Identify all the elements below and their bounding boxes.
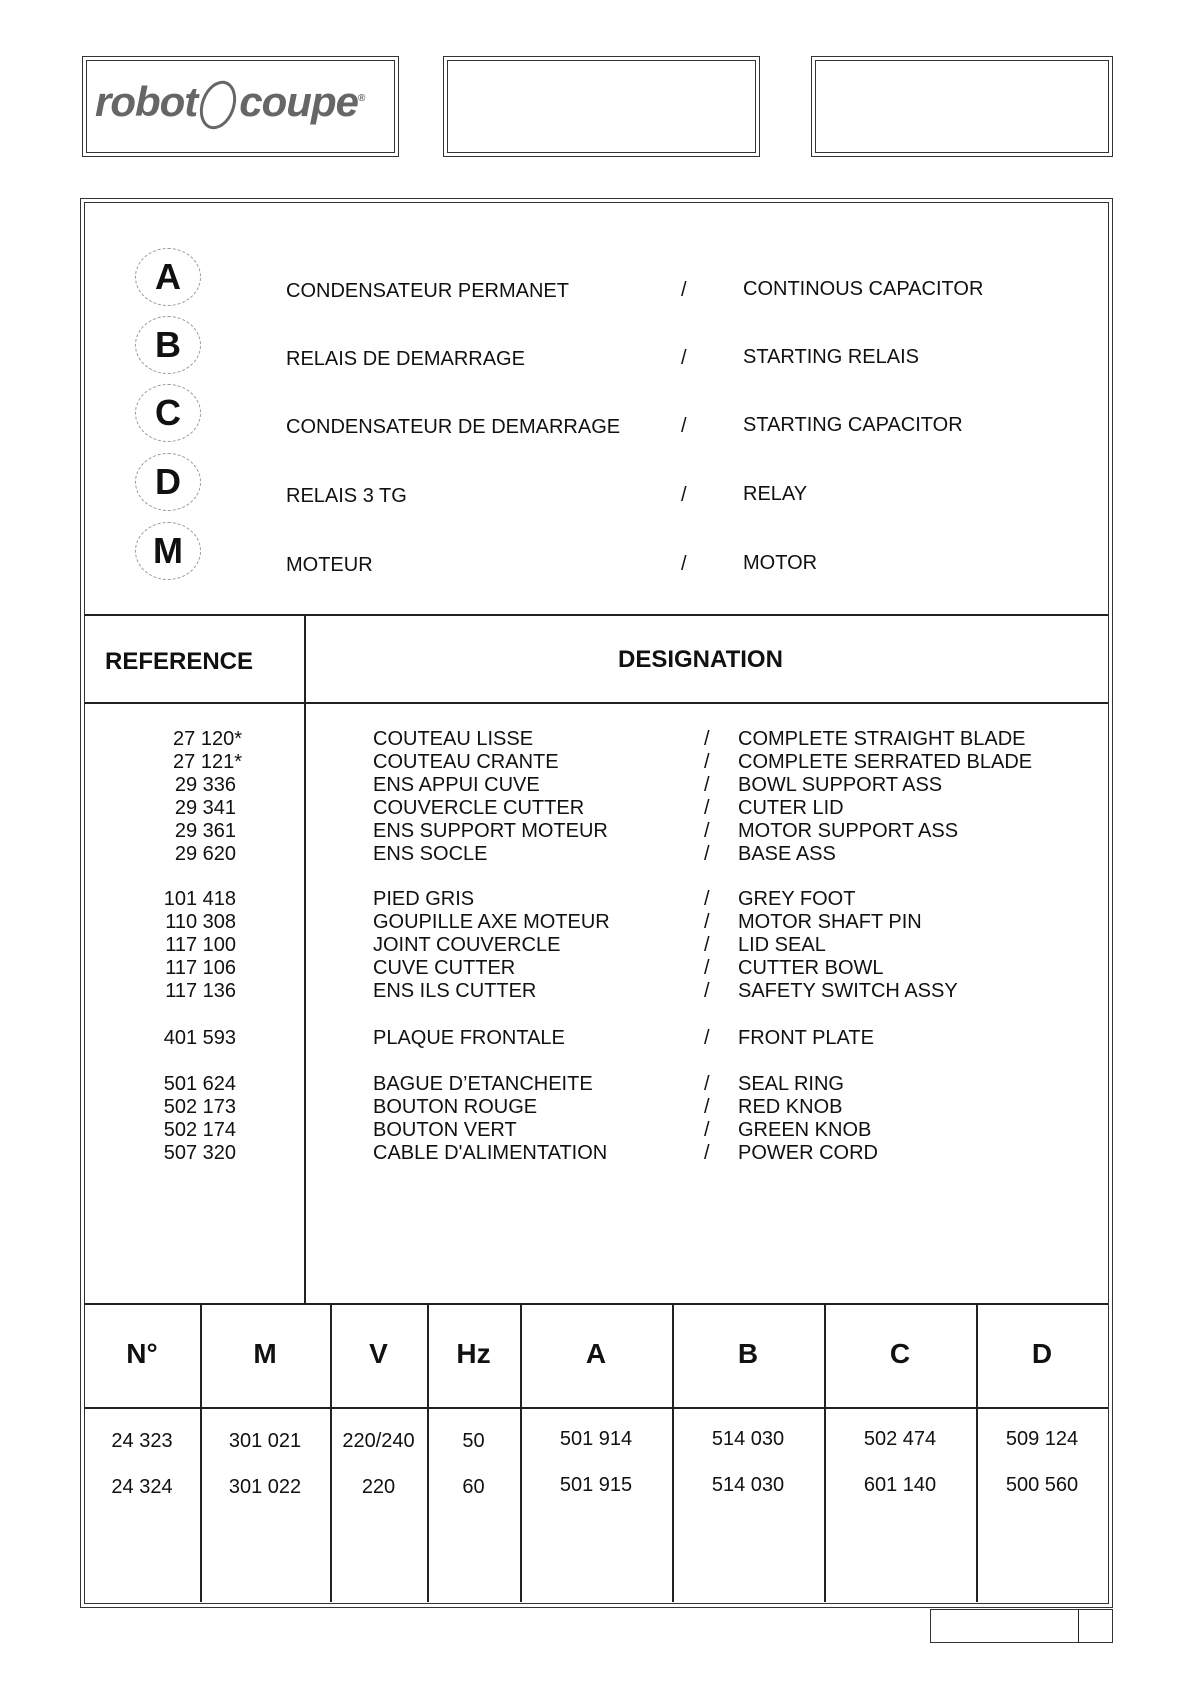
part-reference: 117 100	[165, 934, 236, 956]
spec-cell: 50	[462, 1430, 485, 1452]
part-designation-en: POWER CORD	[738, 1142, 878, 1164]
part-separator: /	[704, 774, 710, 796]
spec-cell: 500 560	[1005, 1474, 1079, 1496]
divider-legend-bottom	[84, 614, 1108, 616]
part-designation-en: SAFETY SWITCH ASSY	[738, 980, 958, 1002]
legend-label-fr: RELAIS DE DEMARRAGE	[286, 348, 525, 370]
part-reference: 502 173	[163, 1096, 236, 1118]
page-number-box	[930, 1609, 1113, 1643]
page-number-divider	[1078, 1609, 1079, 1643]
part-separator: /	[704, 888, 710, 910]
part-designation-fr: PIED GRIS	[373, 888, 475, 910]
part-designation-fr: ENS SUPPORT MOTEUR	[373, 820, 608, 842]
part-separator: /	[704, 957, 710, 979]
part-reference: 507 320	[163, 1142, 236, 1164]
spec-cell: 514 030	[711, 1474, 785, 1496]
part-reference: 502 174	[163, 1119, 236, 1141]
spec-cell: 301 021	[228, 1430, 302, 1452]
spec-cell: 301 022	[228, 1476, 302, 1498]
legend-separator: /	[681, 484, 687, 506]
spec-cell: 501 914	[559, 1428, 633, 1450]
part-designation-en: SEAL RING	[738, 1073, 844, 1095]
part-reference: 29 620	[174, 843, 236, 865]
divider-spec-header	[84, 1407, 1108, 1409]
part-reference: 117 106	[165, 957, 236, 979]
part-reference: 110 308	[165, 911, 236, 933]
part-designation-fr: GOUPILLE AXE MOTEUR	[373, 911, 610, 933]
part-separator: /	[704, 728, 710, 750]
spec-cell: 220/240	[342, 1430, 415, 1452]
legend-letter-circle: D	[135, 453, 201, 511]
part-separator: /	[704, 934, 710, 956]
spec-cell: 601 140	[863, 1474, 937, 1496]
legend-label-en: MOTOR	[743, 552, 818, 574]
spec-header-cell: V	[369, 1338, 388, 1369]
spec-header-cell: M	[253, 1338, 277, 1369]
part-reference: 29 341	[174, 797, 236, 819]
part-designation-fr: BAGUE D’ETANCHEITE	[373, 1073, 593, 1095]
legend-label-fr: CONDENSATEUR PERMANET	[286, 280, 569, 302]
spec-cell: 514 030	[711, 1428, 785, 1450]
part-separator: /	[704, 843, 710, 865]
brand-text: robot	[95, 78, 198, 125]
part-designation-en: MOTOR SUPPORT ASS	[738, 820, 959, 842]
part-designation-fr: ENS SOCLE	[373, 843, 488, 865]
divider-ref-col	[304, 616, 306, 1304]
spec-cell: 24 323	[111, 1430, 173, 1452]
legend-label-en: CONTINOUS CAPACITOR	[743, 278, 984, 300]
part-designation-fr: PLAQUE FRONTALE	[373, 1027, 565, 1049]
part-separator: /	[704, 1027, 710, 1049]
part-designation-fr: BOUTON VERT	[373, 1119, 517, 1141]
part-designation-fr: COUVERCLE CUTTER	[373, 797, 585, 819]
part-designation-en: GREY FOOT	[738, 888, 856, 910]
part-reference: 27 120*	[173, 728, 242, 750]
part-designation-en: RED KNOB	[738, 1096, 843, 1118]
part-designation-en: BOWL SUPPORT ASS	[738, 774, 943, 796]
header-box-middle	[443, 56, 760, 157]
robot-coupe-logo	[95, 78, 364, 130]
part-designation-fr: BOUTON ROUGE	[373, 1096, 538, 1118]
header-box-right	[811, 56, 1113, 157]
part-separator: /	[704, 820, 710, 842]
spec-cell: 509 124	[1005, 1428, 1079, 1450]
spec-header-cell: A	[585, 1338, 607, 1369]
legend-label-en: STARTING CAPACITOR	[743, 414, 963, 436]
spec-header-cell: C	[889, 1338, 911, 1369]
spec-cell: 60	[462, 1476, 485, 1498]
spec-header-cell: Hz	[456, 1338, 491, 1369]
legend-separator: /	[681, 415, 687, 437]
legend-letter-circle: M	[135, 522, 201, 580]
spec-cell: 501 915	[559, 1474, 633, 1496]
part-designation-fr: COUTEAU CRANTE	[373, 751, 559, 773]
spec-cell: 24 324	[111, 1476, 173, 1498]
legend-letter-circle: C	[135, 384, 201, 442]
part-designation-en: BASE ASS	[738, 843, 836, 865]
divider-parts-header	[84, 702, 1108, 704]
legend-label-en: STARTING RELAIS	[743, 346, 919, 368]
legend-label-fr: CONDENSATEUR DE DEMARRAGE	[286, 416, 621, 438]
legend-separator: /	[681, 347, 687, 369]
part-designation-en: GREEN KNOB	[738, 1119, 872, 1141]
legend-letter-circle: A	[135, 248, 201, 306]
legend-separator: /	[681, 279, 687, 301]
part-designation-en: COMPLETE SERRATED BLADE	[738, 751, 1033, 773]
part-reference: 29 361	[174, 820, 236, 842]
logo-mark-icon	[194, 76, 243, 135]
spec-header-cell: B	[737, 1338, 759, 1369]
part-designation-fr: JOINT COUVERCLE	[373, 934, 561, 956]
spec-cell: 502 474	[863, 1428, 937, 1450]
spec-header-cell: N°	[126, 1338, 158, 1369]
part-reference: 501 624	[163, 1073, 236, 1095]
part-designation-fr: CABLE D'ALIMENTATION	[373, 1142, 608, 1164]
part-separator: /	[704, 1073, 710, 1095]
registered-mark: ®	[357, 93, 365, 104]
part-reference: 401 593	[163, 1027, 236, 1049]
part-designation-en: MOTOR SHAFT PIN	[738, 911, 922, 933]
part-designation-fr: ENS APPUI CUVE	[373, 774, 540, 796]
divider-parts-bottom	[84, 1303, 1108, 1305]
reference-header: REFERENCE	[105, 648, 254, 675]
part-designation-fr: ENS ILS CUTTER	[373, 980, 537, 1002]
brand-text-2: coupe	[239, 78, 358, 125]
part-designation-en: CUTER LID	[738, 797, 844, 819]
part-designation-en: CUTTER BOWL	[738, 957, 884, 979]
part-designation-fr: COUTEAU LISSE	[373, 728, 534, 750]
part-reference: 117 136	[165, 980, 236, 1002]
part-separator: /	[704, 1142, 710, 1164]
spec-cell: 220	[361, 1476, 396, 1498]
part-reference: 101 418	[163, 888, 236, 910]
legend-label-en: RELAY	[743, 483, 808, 505]
part-separator: /	[704, 980, 710, 1002]
part-separator: /	[704, 751, 710, 773]
part-designation-en: LID SEAL	[738, 934, 826, 956]
legend-letter-circle: B	[135, 316, 201, 374]
legend-label-fr: RELAIS 3 TG	[286, 485, 407, 507]
spec-header-cell: D	[1031, 1338, 1053, 1369]
part-designation-en: COMPLETE STRAIGHT BLADE	[738, 728, 1026, 750]
part-separator: /	[704, 1096, 710, 1118]
part-designation-en: FRONT PLATE	[738, 1027, 874, 1049]
part-separator: /	[704, 1119, 710, 1141]
part-reference: 27 121*	[173, 751, 242, 773]
designation-header: DESIGNATION	[618, 646, 783, 673]
part-separator: /	[704, 911, 710, 933]
legend-label-fr: MOTEUR	[286, 554, 373, 576]
legend-separator: /	[681, 553, 687, 575]
part-separator: /	[704, 797, 710, 819]
part-reference: 29 336	[174, 774, 236, 796]
part-designation-fr: CUVE CUTTER	[373, 957, 516, 979]
